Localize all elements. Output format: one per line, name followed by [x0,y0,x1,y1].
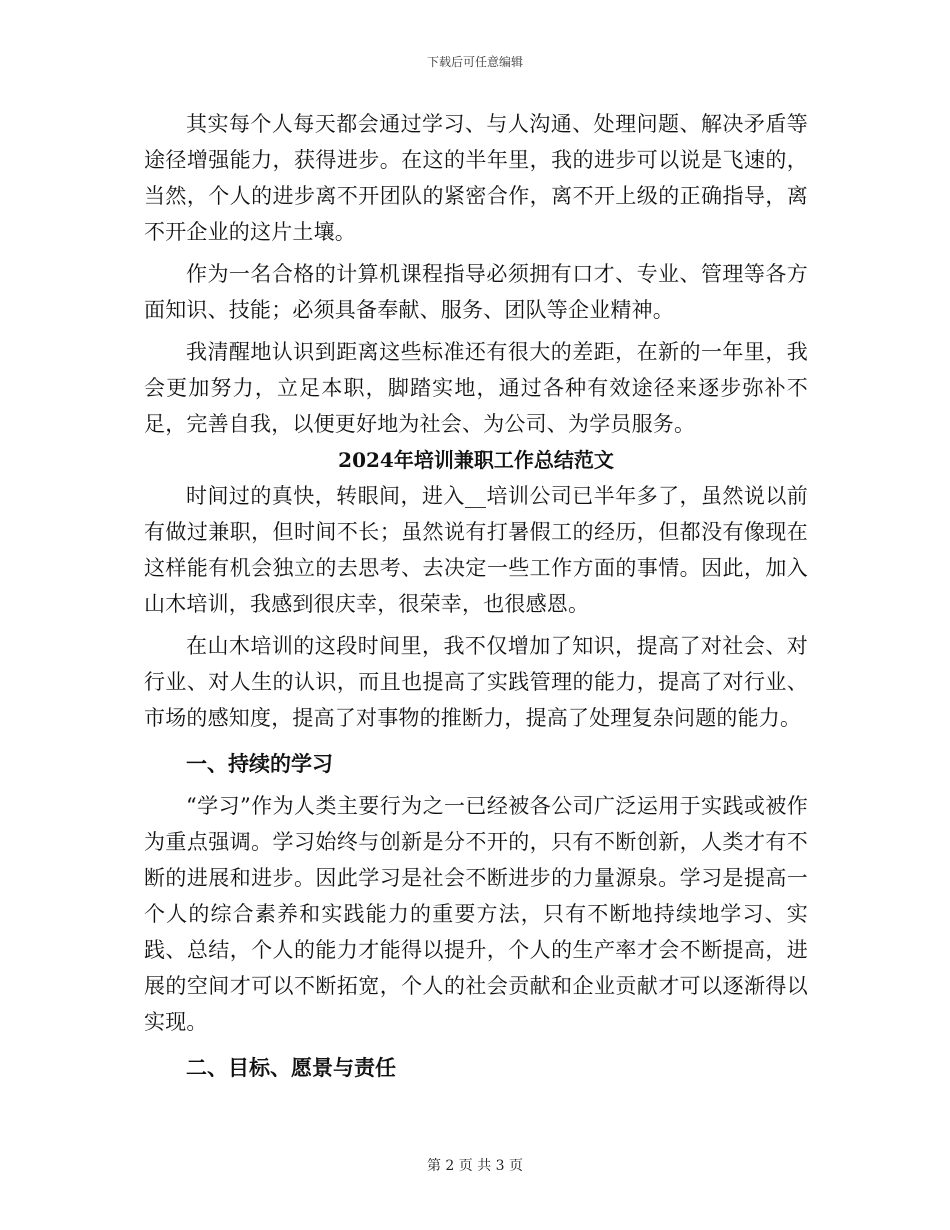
paragraph-1: 其实每个人每天都会通过学习、与人沟通、处理问题、解决矛盾等途径增强能力，获得进步。在这的半年里，我的进步可以说是飞速的，当然，个人的进步离不开团队的紧密合作，离不开上级的正确指导，离不开企业的这片土壤。 [144,112,808,244]
paragraph-3: 我清醒地认识到距离这些标准还有很大的差距，在新的一年里，我会更加努力，立足本职，脚踏实地，通过各种有效途径来逐步弥补不足，完善自我，以便更好地为社会、为公司、为学员服务。 [144,340,808,436]
document-body [144,106,808,1086]
page-footer: 第 2 页 共 3 页 [426,1158,524,1174]
paragraph-4: 时间过的真快，转眼间，进入__培训公司已半年多了，虽然说以前有做过兼职，但时间不长；虽然说有打暑假工的经历，但都没有像现在这样能有机会独立的去思考、去决定一些工作方面的事情。因此，加入山木培训，我感到很庆幸，很荣幸，也很感恩。 [144,484,808,616]
paragraph-6: “学习”作为人类主要行为之一已经被各公司广泛运用于实践或被作为重点强调。学习始终与创新是分不开的，只有不断创新，人类才有不断的进展和进步。因此学习是社会不断进步的力量源泉。学习是提高一个人的综合素养和实践能力的重要方法，只有不断地持续地学习、实践、总结，个人的能力才能得以提升，个人的生产率才会不断提高，进展的空间才可以不断拓宽，个人的社会贡献和企业贡献才可以逐渐得以实现。 [144,794,808,1034]
paragraph-2: 作为一名合格的计算机课程指导必须拥有口才、专业、管理等各方面知识、技能；必须具备奉献、服务、团队等企业精神。 [144,262,808,322]
page-header: 下载后可任意编辑 [426,55,523,69]
section-heading-1: 一、持续的学习 [186,751,333,776]
paragraph-5: 在山木培训的这段时间里，我不仅增加了知识，提高了对社会、对行业、对人生的认识，而且也提高了实践管理的能力，提高了对行业、市场的感知度，提高了对事物的推断力，提高了处理复杂问题的能力。 [144,634,808,730]
section-heading-2: 二、目标、愿景与责任 [186,1055,396,1080]
document-title: 2024年培训兼职工作总结范文 [338,448,614,472]
